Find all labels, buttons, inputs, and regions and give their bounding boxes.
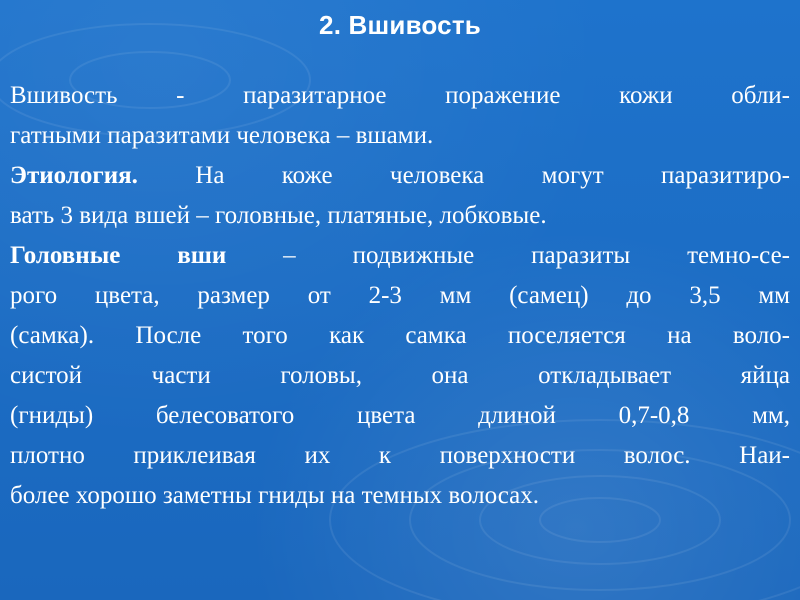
text-line [10,396,790,436]
text-run: вать 3 вида вшей – головные, платяные, лобковые. [10,202,547,229]
text-line [10,276,790,316]
text-run: рого цвета, размер от 2-3 мм (самец) до 3,5 мм [10,282,790,309]
text-run: плотно приклеивая их к поверхности волос. Наи- [10,442,790,469]
text-line [10,436,790,476]
slide-body-text [10,76,790,516]
text-run: более хорошо заметны гниды на темных волосах. [10,482,540,509]
text-line [10,76,790,116]
text-line [10,316,790,356]
slide-title: 2. Вшивость [319,10,481,40]
text-run: систой части головы, она откладывает яйца [10,362,790,389]
text-run: Вшивость - паразитарное поражение кожи обли- [10,82,790,109]
text-run: – подвижные паразиты темно-се- [226,242,790,269]
text-line [10,476,790,516]
text-line [10,156,790,196]
text-run: гатными паразитами человека – вшами. [10,122,434,149]
bold-term: Головные вши [10,242,227,269]
text-line [10,116,790,156]
text-line [10,236,790,276]
text-run: (самка). После того как самка поселяется на воло- [10,322,790,349]
text-run: (гниды) белесоватого цвета длиной 0,7-0,8 мм, [10,402,790,429]
text-line [10,196,790,236]
bold-term: Этиология. [10,162,138,189]
text-line [10,356,790,396]
text-run: На коже человека могут паразитиро- [137,162,790,189]
